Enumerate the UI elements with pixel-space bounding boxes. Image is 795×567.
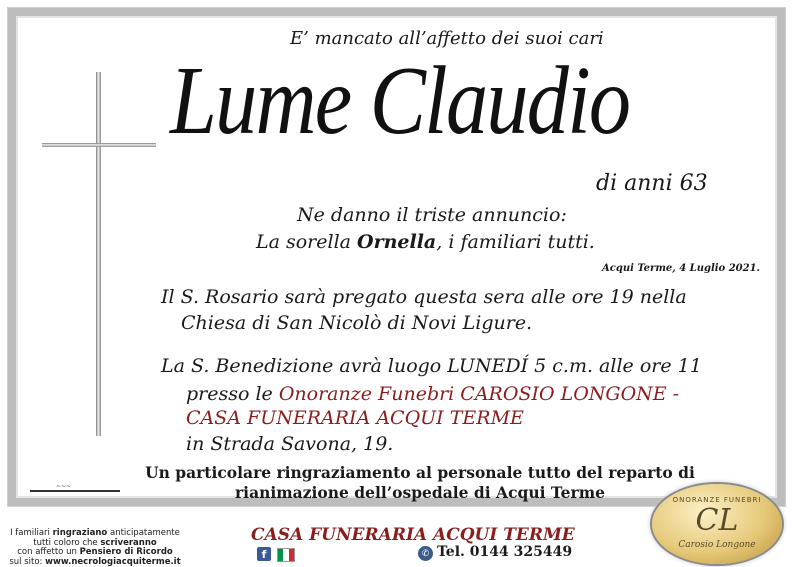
thanks-line-1: Un particolare ringraziamento al personale tutto del reparto di	[145, 463, 695, 482]
note-text: I familiari	[10, 528, 53, 538]
note-bold: Pensiero di Ricordo	[79, 547, 173, 557]
funeral-home-address: in Strada Savona, 19.	[186, 433, 394, 455]
italian-flag-icon	[277, 548, 295, 562]
phone-icon: ✆	[418, 546, 433, 561]
note-text: con affetto un	[17, 547, 80, 557]
social-icons	[257, 547, 295, 562]
note-bold: ringraziano	[52, 528, 108, 538]
rosary-line-2: Chiesa di San Nicolò di Novi Ligure.	[181, 312, 533, 334]
announcement-line-1: Ne danno il triste annuncio:	[297, 204, 567, 226]
notice-intro: E’ mancato all’affetto dei suoi cari	[290, 28, 604, 49]
note-text: tutti coloro che	[33, 537, 101, 548]
thanks-line-2: rianimazione dell’ospedale di Acqui Terme	[235, 483, 605, 502]
note-text: anticipatamente	[107, 528, 180, 538]
announcement-line-2	[256, 231, 595, 253]
signature-line	[30, 490, 120, 492]
place-date: Acqui Terme, 4 Luglio 2021.	[602, 263, 761, 274]
note-text: sul sito:	[9, 556, 46, 567]
blessing-line-1: La S. Benedizione avrà luogo LUNEDÍ 5 c.m. alle ore 11	[161, 355, 702, 377]
website-link[interactable]: www.necrologiacquiterme.it	[45, 556, 181, 567]
announcement-suffix: , i familiari tutti.	[436, 231, 595, 253]
deceased-name: Lume Claudio	[170, 47, 630, 155]
note-line-4	[6, 558, 184, 567]
announcement-prefix: La sorella	[256, 231, 358, 253]
cross-horizontal-bar	[42, 143, 156, 147]
note-bold: scriveranno	[100, 537, 157, 548]
thanks-message	[100, 463, 740, 503]
funeral-home-subtitle: CASA FUNERARIA ACQUI TERME	[186, 407, 524, 429]
deceased-age: di anni 63	[596, 171, 708, 196]
remembrance-note	[6, 529, 184, 567]
funeral-home-logo	[652, 484, 782, 564]
company-name: CASA FUNERARIA ACQUI TERME	[251, 525, 575, 545]
cross-vertical-bar	[96, 72, 101, 436]
signature-scribble: ~~~	[56, 483, 72, 490]
logo-top-text: ONORANZE FUNEBRI	[672, 496, 762, 504]
phone-number[interactable]: Tel. 0144 325449	[437, 544, 573, 560]
rosary-line-1: Il S. Rosario sarà pregato questa sera alle ore 19 nella	[161, 286, 687, 308]
blessing-prefix: presso le	[186, 383, 279, 405]
announcement-sister-name: Ornella	[357, 231, 437, 253]
blessing-line-2	[186, 383, 679, 405]
logo-bottom-text: Carosio Longone	[678, 540, 756, 550]
logo-monogram: CL	[695, 503, 739, 538]
funeral-home-name: Onoranze Funebri CAROSIO LONGONE -	[278, 383, 680, 405]
facebook-icon[interactable]: f	[257, 547, 271, 561]
